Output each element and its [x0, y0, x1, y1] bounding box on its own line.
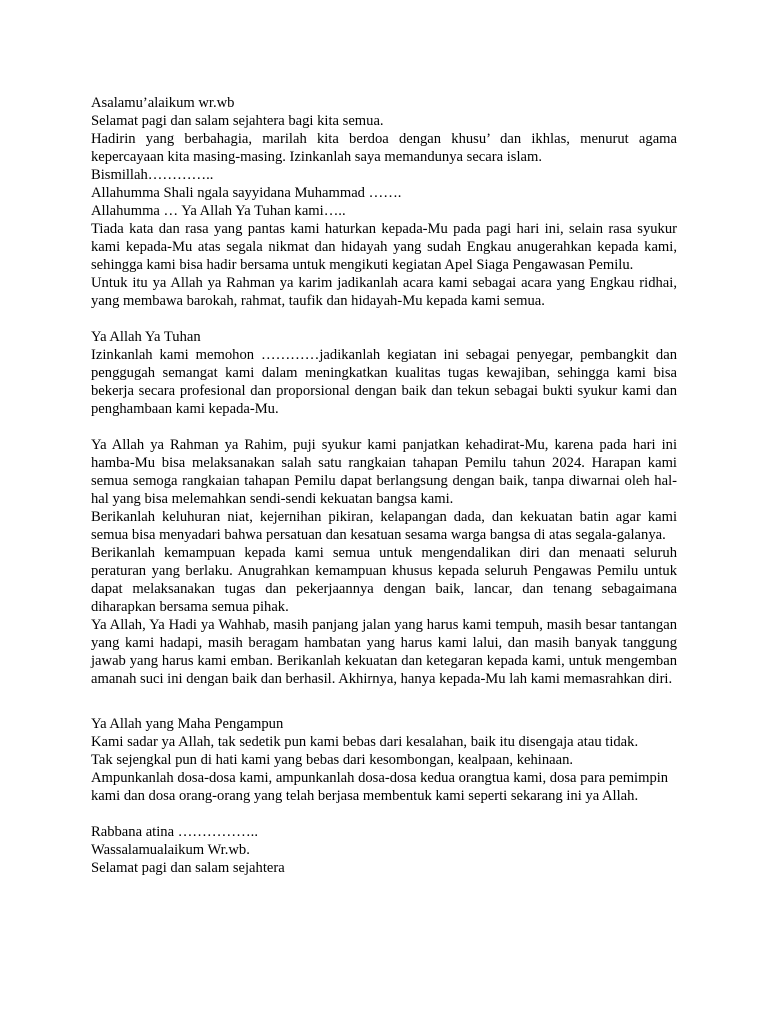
invitation-paragraph: Hadirin yang berbahagia, marilah kita berdoa dengan khusu’ dan ikhlas, menurut agama kepercayaan kita masing-masing. Izinkanlah saya memandunya secara islam.: [91, 131, 677, 165]
invocation-line: Allahumma … Ya Allah Ya Tuhan kami…..: [91, 203, 346, 219]
section-heading: Ya Allah Ya Tuhan: [91, 329, 201, 345]
section-paragraph: Ampunkanlah dosa-dosa kami, ampunkanlah dosa-dosa kedua orangtua kami, dosa para pemimpin kami dan dosa orang-orang yang telah berjasa membentuk kami seperti sekarang ini ya Allah.: [91, 770, 669, 804]
closing-section: [91, 823, 677, 877]
bismillah-line: Bismillah…………..: [91, 167, 214, 183]
section-heading: Ya Allah yang Maha Pengampun: [91, 716, 284, 732]
section-paragraph: Berikanlah kemampuan kepada kami semua untuk mengendalikan diri dan menaati seluruh peraturan yang berlaku. Anugrahkan kemampuan khusus kepada seluruh Pengawas Pemilu untuk dapat melaksanakan tugas dan pekerjaannya dengan baik, lancar, dan tenang sebagaimana diharapkan bersama semua pihak.: [91, 545, 677, 615]
section-maha-pengampun: [91, 715, 677, 805]
shalawat-line: Allahumma Shali ngala sayyidana Muhammad …….: [91, 185, 402, 201]
rabbana-line: Rabbana atina ……………..: [91, 824, 258, 840]
spacer: [91, 418, 677, 436]
spacer: [91, 805, 677, 823]
section-paragraph: Berikanlah keluhuran niat, kejernihan pikiran, kelapangan dada, dan kekuatan batin agar kami semua bisa menyadari bahwa persatuan dan kesatuan sesama warga bangsa di atas segala-galanya.: [91, 509, 677, 543]
spacer: [91, 688, 677, 715]
opening-section: [91, 94, 677, 310]
farewell-line: Selamat pagi dan salam sejahtera: [91, 860, 285, 876]
greeting-line: Asalamu’alaikum wr.wb: [91, 95, 235, 111]
request-paragraph: Untuk itu ya Allah ya Rahman ya karim jadikanlah acara kami sebagai acara yang Engkau ridhai, yang membawa barokah, rahmat, taufik dan hidayah-Mu kepada kami semua.: [91, 275, 677, 309]
section-rahman-rahim: [91, 436, 677, 688]
spacer: [91, 310, 677, 328]
section-paragraph: Izinkanlah kami memohon …………jadikanlah kegiatan ini sebagai penyegar, pembangkit dan penggugah semangat kami dalam meningkatkan kualitas tugas kewajiban, sehingga kami bisa bekerja secara profesional dan proporsional dengan baik dan tekun sebagai bukti syukur kami dan penghambaan kami kepada-Mu.: [91, 347, 677, 417]
wassalam-line: Wassalamualaikum Wr.wb.: [91, 842, 250, 858]
section-paragraph: Ya Allah ya Rahman ya Rahim, puji syukur kami panjatkan kehadirat-Mu, karena pada hari ini hamba-Mu bisa melaksanakan salah satu rangkaian tahapan Pemilu tahun 2024. Harapan kami semua semoga rangkaian tahapan Pemilu dapat berlangsung dengan baik, tanpa diwarnai oleh hal-hal yang bisa melemahkan sendi-sendi kekuatan bangsa kami.: [91, 437, 677, 507]
welcome-line: Selamat pagi dan salam sejahtera bagi kita semua.: [91, 113, 384, 129]
section-paragraph: Ya Allah, Ya Hadi ya Wahhab, masih panjang jalan yang harus kami tempuh, masih besar tantangan yang kami hadapi, masih beragam hambatan yang harus kami lalui, dan masih banyak tanggung jawab yang harus kami emban. Berikanlah kekuatan dan ketegaran kepada kami, untuk mengemban amanah suci ini dengan baik dan berhasil. Akhirnya, hanya kepada-Mu lah kami memasrahkan diri.: [91, 617, 677, 687]
section-ya-allah-ya-tuhan: [91, 328, 677, 418]
section-line: Kami sadar ya Allah, tak sedetik pun kami bebas dari kesalahan, baik itu disengaja atau tidak.: [91, 734, 639, 750]
gratitude-paragraph: Tiada kata dan rasa yang pantas kami haturkan kepada-Mu pada pagi hari ini, selain rasa syukur kami kepada-Mu atas segala nikmat dan hidayah yang sudah Engkau anugerahkan kepada kami, sehingga kami bisa hadir bersama untuk mengikuti kegiatan Apel Siaga Pengawasan Pemilu.: [91, 221, 677, 273]
section-line: Tak sejengkal pun di hati kami yang bebas dari kesombongan, kealpaan, kehinaan.: [91, 752, 574, 768]
